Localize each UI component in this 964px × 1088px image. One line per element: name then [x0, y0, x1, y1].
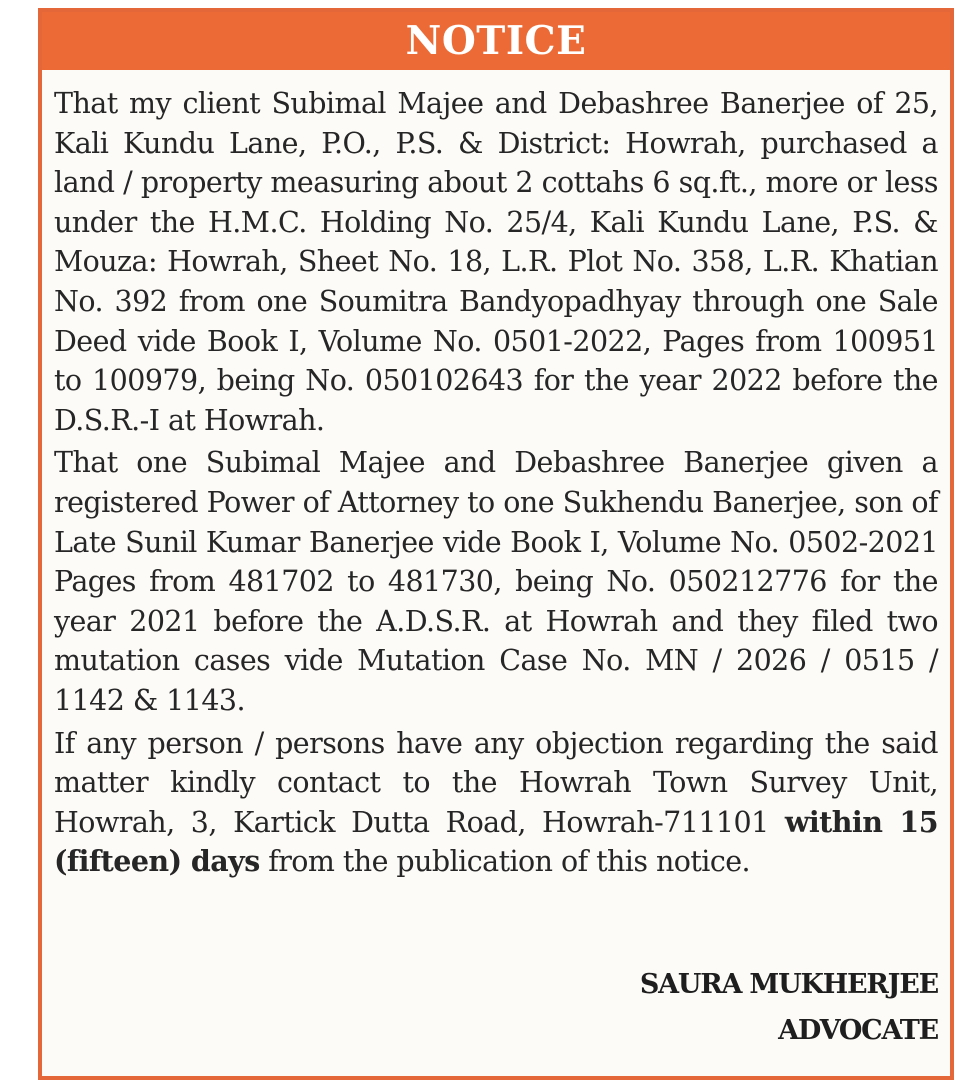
objection-text: If any person / persons have any objection regarding the said matter kindly contact to the Howrah Town Survey Unit, Howrah, 3, Kartick Dutta Road, Howrah-711101: [54, 726, 938, 839]
signatory-name: SAURA MUKHERJEE: [639, 969, 938, 1000]
objection-deadline: within 15 (fifteen) days: [54, 804, 938, 879]
objection-text-end: from the publication of this notice.: [259, 845, 751, 879]
notice-paragraph-2: That one Subimal Majee and Debashree Banerjee given a registered Power of Attorney to one Sukhendu Banerjee, son of Late Sunil Kumar Banerjee vide Book I, Volume No. 0502-2021 Pages from 481702 to 481730, being No. 050212776 for the year 2021 before the A.D.S.R. at Howrah and they filed two mutation cases vide Mutation Case No. MN / 2026 / 0515 / 1142 & 1143.: [54, 446, 938, 717]
notice-header: [42, 12, 950, 70]
notice-title: NOTICE: [405, 17, 587, 64]
signatory-title: ADVOCATE: [778, 1015, 938, 1046]
signature-block: [640, 962, 938, 1054]
notice-paragraph-3: [54, 724, 938, 882]
notice-paragraph-1: That my client Subimal Majee and Debashree Banerjee of 25, Kali Kundu Lane, P.O., P.S. & District: Howrah, purchased a land / property measuring about 2 cottahs 6 sq.ft., more or less under the H.M.C. Holding No. 25/4, Kali Kundu Lane, P.S. & Mouza: Howrah, Sheet No. 18, L.R. Plot No. 358, L.R. Khatian No. 392 from one Soumitra Bandyopadhyay through one Sale Deed vide Book I, Volume No. 0501-2022, Pages from 100951 to 100979, being No. 050102643 for the year 2022 before the D.S.R.-I at Howrah.: [54, 87, 938, 437]
notice-body: [42, 70, 950, 882]
notice-box: [38, 8, 954, 1080]
